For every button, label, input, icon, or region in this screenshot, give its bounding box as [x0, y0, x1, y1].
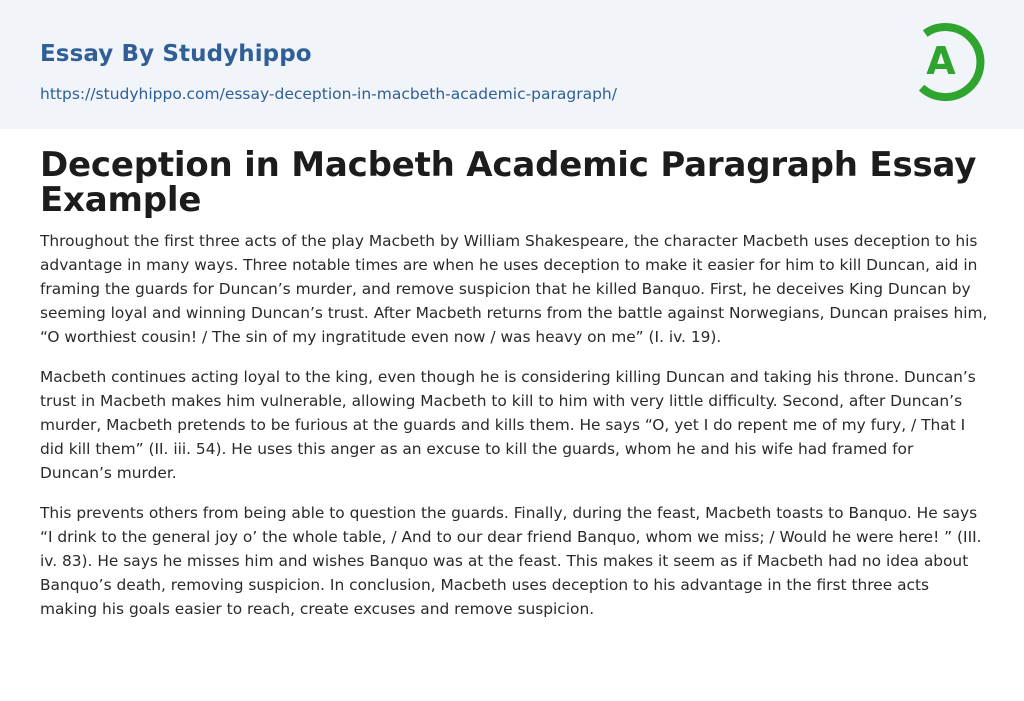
page-url-link[interactable]: https://studyhippo.com/essay-deception-in-macbeth-academic-paragraph/	[40, 85, 617, 103]
page-title: Deception in Macbeth Academic Paragraph Essay Example	[40, 145, 977, 220]
site-header	[0, 0, 1024, 129]
paragraph-1: Throughout the first three acts of the play Macbeth by William Shakespeare, the character Macbeth uses deception to his advantage in many ways. Three notable times are when he uses deception to make it easier for him to kill Duncan, aid in framing the guards for Duncan’s murder, and remove suspicion that he killed Banquo. First, he deceives King Duncan by seeming loyal and winning Duncan’s trust. After Macbeth returns from the battle against Norwegians, Duncan praises him, “O worthiest cousin! / The sin of my ingratitude even now / was heavy on me” (I. iv. 19).	[40, 232, 988, 346]
article-body	[40, 229, 988, 637]
logo-letter: A	[926, 39, 956, 83]
studyhippo-logo-icon[interactable]	[911, 18, 989, 106]
paragraph-2: Macbeth continues acting loyal to the king, even though he is considering killing Duncan and taking his throne. Duncan’s trust in Macbeth makes him vulnerable, allowing Macbeth to kill to him with very little difficulty. Second, after Duncan’s murder, Macbeth pretends to be furious at the guards and kills them. He says “O, yet I do repent me of my fury, / That I did kill them” (II. iii. 54). He uses this anger as an excuse to kill the guards, whom he and his wife had framed for Duncan’s murder.	[40, 368, 976, 482]
paragraph-3: This prevents others from being able to question the guards. Finally, during the feast, Macbeth toasts to Banquo. He says “I drink to the general joy o’ the whole table, / And to our dear friend Banquo, whom we miss; / Would he were here! ” (III. iv. 83). He says he misses him and wishes Banquo was at the feast. This makes it seem as if Macbeth had no idea about Banquo’s death, removing suspicion. In conclusion, Macbeth uses deception to his advantage in the first three acts making his goals easier to reach, create excuses and remove suspicion.	[40, 504, 982, 618]
site-brand[interactable]: Essay By Studyhippo	[40, 41, 312, 67]
